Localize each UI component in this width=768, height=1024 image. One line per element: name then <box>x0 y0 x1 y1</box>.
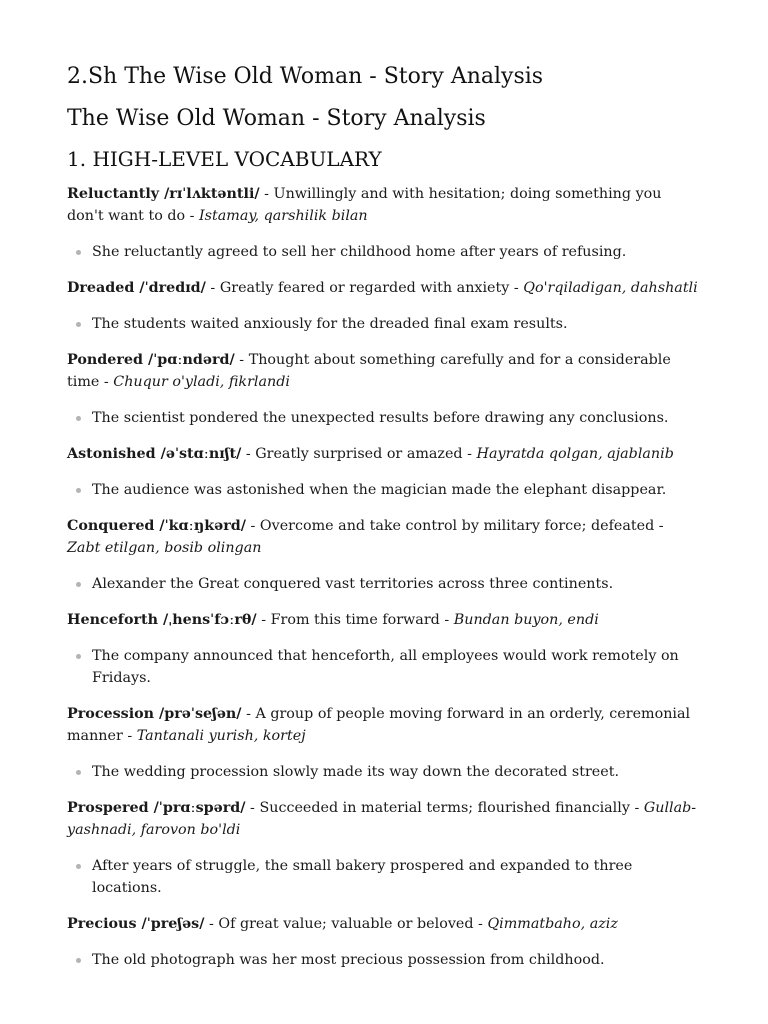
vocab-entry <box>67 913 701 971</box>
example-sentence: The wedding procession slowly made its way down the decorated street. <box>67 761 701 783</box>
example-list <box>67 241 701 263</box>
vocab-definition: Greatly surprised or amazed <box>255 446 463 462</box>
vocab-translation: Tantanali yurish, kortej <box>136 728 306 744</box>
vocab-term: Precious /ˈpreʃəs/ <box>67 916 205 932</box>
example-list <box>67 479 701 501</box>
vocab-entry <box>67 443 701 501</box>
vocab-definition-line: Dreaded /ˈdredɪd/ - Greatly feared or regarded with anxiety - Qo'rqiladigan, dahshatli <box>67 280 698 296</box>
vocab-definition-line: Reluctantly /rɪˈlʌktəntli/ - Unwillingly and with hesitation; doing something you don't want to do - Istamay, qarshilik bilan <box>67 186 662 224</box>
example-sentence: The audience was astonished when the magician made the elephant disappear. <box>67 479 701 501</box>
vocab-definition: From this time forward <box>270 612 440 628</box>
vocab-entry <box>67 703 701 783</box>
vocab-translation: Chuqur o'yladi, fikrlandi <box>113 374 290 390</box>
vocab-term: Astonished /əˈstɑːnɪʃt/ <box>67 446 242 462</box>
vocab-definition: Unwillingly and with hesitation; doing something you don't want to do <box>67 186 662 224</box>
example-sentence: She reluctantly agreed to sell her childhood home after years of refusing. <box>67 241 701 263</box>
vocab-definition: Overcome and take control by military force; defeated <box>259 518 655 534</box>
vocab-definition-line: Precious /ˈpreʃəs/ - Of great value; valuable or beloved - Qimmatbaho, aziz <box>67 916 618 932</box>
vocab-term: Prospered /ˈprɑːspərd/ <box>67 800 246 816</box>
vocab-entry <box>67 183 701 263</box>
example-sentence: The students waited anxiously for the dreaded final exam results. <box>67 313 701 335</box>
vocab-translation: Zabt etilgan, bosib olingan <box>67 540 262 556</box>
vocab-term: Reluctantly /rɪˈlʌktəntli/ <box>67 186 260 202</box>
vocab-entry <box>67 515 701 595</box>
example-sentence: The old photograph was her most precious possession from childhood. <box>67 949 701 971</box>
example-list <box>67 313 701 335</box>
example-list <box>67 761 701 783</box>
vocab-definition-line: Pondered /ˈpɑːndərd/ - Thought about something carefully and for a considerable time - Chuqur o'yladi, fikrlandi <box>67 352 671 390</box>
vocab-translation: Bundan buyon, endi <box>453 612 599 628</box>
vocab-definition-line: Conquered /ˈkɑːŋkərd/ - Overcome and take control by military force; defeated - Zabt etilgan, bosib olingan <box>67 518 664 556</box>
vocab-entry <box>67 277 701 335</box>
vocab-translation: Gullab-yashnadi, farovon bo'ldi <box>67 800 697 838</box>
document-subtitle: The Wise Old Woman - Story Analysis <box>67 106 486 131</box>
document-title: 2.Sh The Wise Old Woman - Story Analysis <box>67 64 544 89</box>
vocab-definition-line: Procession /prəˈseʃən/ - A group of people moving forward in an orderly, ceremonial manner - Tantanali yurish, kortej <box>67 706 691 744</box>
vocab-definition: A group of people moving forward in an orderly, ceremonial manner <box>67 706 691 744</box>
vocab-term: Procession /prəˈseʃən/ <box>67 706 242 722</box>
vocab-translation: Istamay, qarshilik bilan <box>199 208 368 224</box>
vocabulary-list <box>67 183 701 971</box>
vocab-entry <box>67 797 701 899</box>
vocab-definition-line: Henceforth /ˌhensˈfɔːrθ/ - From this time forward - Bundan buyon, endi <box>67 612 599 628</box>
example-list <box>67 573 701 595</box>
vocab-translation: Hayratda qolgan, ajablanib <box>476 446 674 462</box>
vocab-term: Henceforth /ˌhensˈfɔːrθ/ <box>67 612 257 628</box>
vocab-definition: Greatly feared or regarded with anxiety <box>219 280 510 296</box>
example-list <box>67 949 701 971</box>
vocab-definition: Of great value; valuable or beloved <box>218 916 474 932</box>
vocab-definition-line: Prospered /ˈprɑːspərd/ - Succeeded in material terms; flourished financially - Gullab-yashnadi, farovon bo'ldi <box>67 800 697 838</box>
example-sentence: The scientist pondered the unexpected results before drawing any conclusions. <box>67 407 701 429</box>
section-heading: 1. HIGH-LEVEL VOCABULARY <box>67 147 382 171</box>
vocab-definition: Thought about something carefully and for a considerable time <box>67 352 671 390</box>
vocab-translation: Qo'rqiladigan, dahshatli <box>523 280 698 296</box>
vocab-entry <box>67 609 701 689</box>
vocab-entry <box>67 349 701 429</box>
example-sentence: The company announced that henceforth, all employees would work remotely on Fridays. <box>67 645 701 689</box>
vocab-term: Dreaded /ˈdredɪd/ <box>67 280 206 296</box>
example-sentence: Alexander the Great conquered vast territories across three continents. <box>67 573 701 595</box>
vocab-term: Conquered /ˈkɑːŋkərd/ <box>67 518 246 534</box>
vocab-definition: Succeeded in material terms; flourished financially <box>259 800 630 816</box>
example-list <box>67 407 701 429</box>
example-list <box>67 855 701 899</box>
vocab-translation: Qimmatbaho, aziz <box>487 916 618 932</box>
example-list <box>67 645 701 689</box>
vocab-definition-line: Astonished /əˈstɑːnɪʃt/ - Greatly surprised or amazed - Hayratda qolgan, ajablanib <box>67 446 674 462</box>
vocab-term: Pondered /ˈpɑːndərd/ <box>67 352 235 368</box>
example-sentence: After years of struggle, the small bakery prospered and expanded to three locations. <box>67 855 701 899</box>
